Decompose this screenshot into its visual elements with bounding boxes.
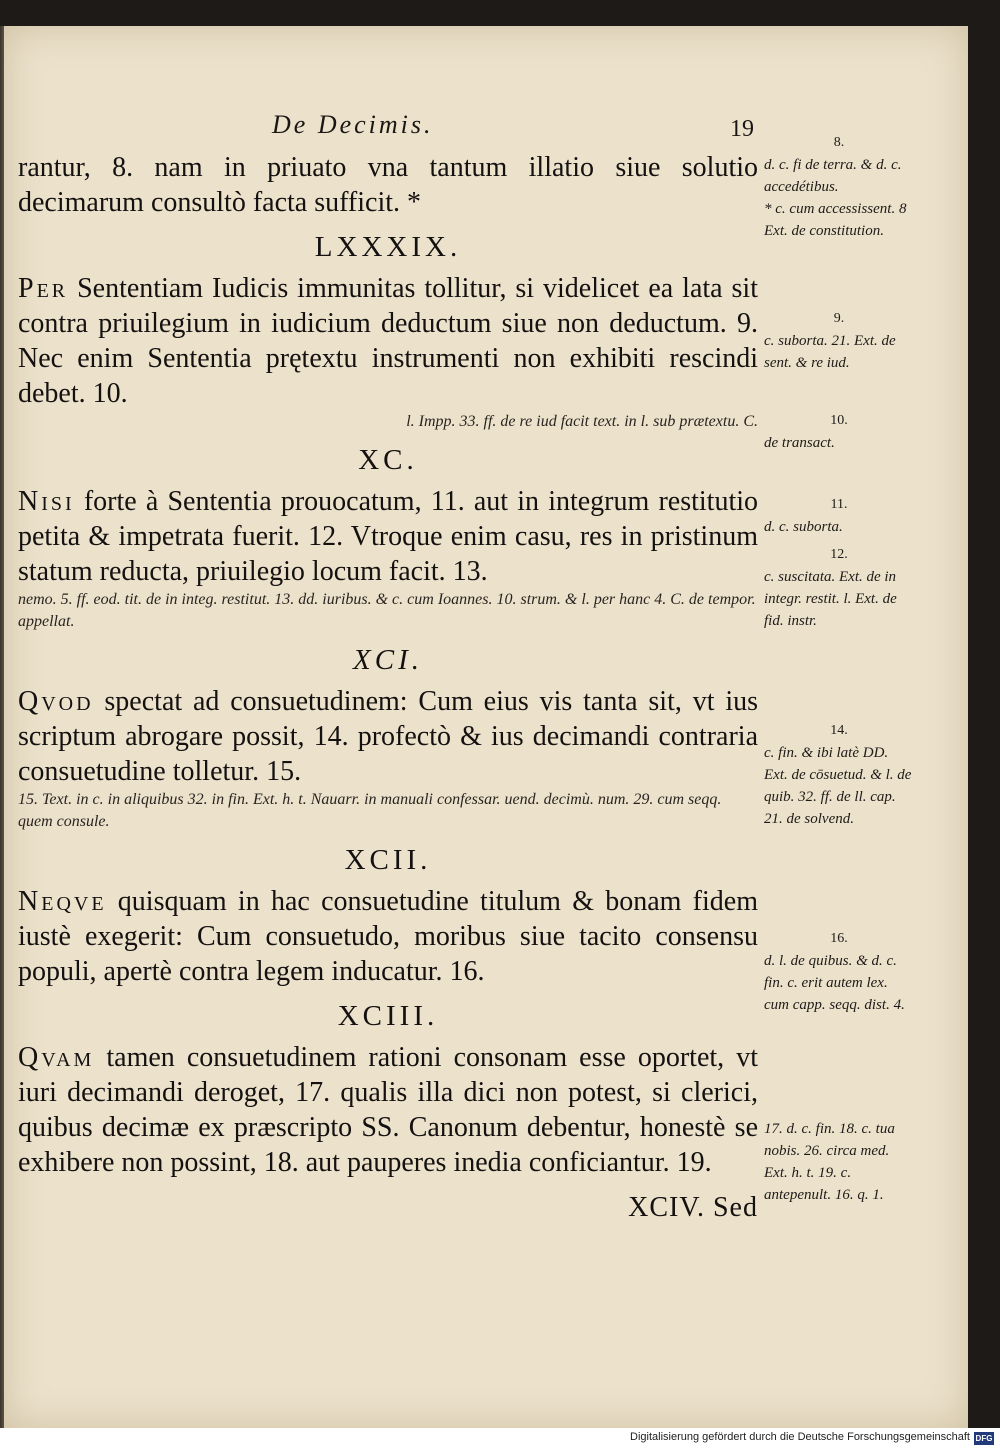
paragraph-90-text: forte à Sententia prouocatum, 11. aut in integrum restitutio petita & impetrata fuerit. 12. Vtroque enim casu, res in pristinum statum reducta, priuilegio locum facit. 13. bbox=[18, 486, 759, 587]
paragraph-91-lead: Qvod bbox=[18, 686, 94, 717]
section-number-90: XC. bbox=[358, 444, 418, 476]
paragraph-90 bbox=[18, 484, 758, 589]
paragraph-90-lead: Nisi bbox=[18, 486, 75, 517]
margin-note-9-number: 9. bbox=[833, 311, 845, 326]
margin-note-14-text: c. fin. & ibi latè DD. Ext. de cōsuetud. & l. de quib. 32. ff. de ll. cap. 21. de solvend. bbox=[764, 745, 912, 827]
margin-note-12-number: 12. bbox=[830, 547, 848, 562]
digitization-credit-bar bbox=[0, 1428, 1000, 1450]
paragraph-89 bbox=[18, 271, 758, 411]
paragraph-92-lead: Neqve bbox=[18, 886, 107, 917]
margin-note-11-number: 11. bbox=[830, 497, 848, 512]
paragraph-91-text: spectat ad consuetudinem: Cum eius vis tanta sit, vt ius scriptum abrogare possit, 14. profectò & ius decimandi contraria consuetudine tolletur. 15. bbox=[18, 686, 758, 787]
margin-note-14 bbox=[764, 720, 914, 830]
footnote-89: l. Impp. 33. ff. de re iud facit text. in l. sub prætextu. C. bbox=[406, 413, 758, 430]
digitization-credit: Digitalisierung gefördert durch die Deutsche Forschungsgemeinschaft bbox=[630, 1431, 970, 1443]
paragraph-92-text: quisquam in hac consuetudine titulum & bonam fidem iustè exegerit: Cum consuetudo, moribus siue tacito consensu populi, apertè contra legem inducatur. 16. bbox=[18, 886, 758, 987]
paragraph-91 bbox=[18, 684, 758, 789]
running-title: De Decimis. bbox=[272, 110, 434, 139]
page-number: 19 bbox=[730, 116, 754, 142]
margin-note-8 bbox=[764, 132, 914, 242]
catchword: XCIV. Sed bbox=[628, 1192, 758, 1223]
margin-note-17-19 bbox=[764, 1118, 914, 1206]
margin-note-8-number: 8. bbox=[833, 135, 845, 150]
paragraph-89-lead: Per bbox=[18, 273, 69, 304]
margin-note-11 bbox=[764, 494, 914, 538]
paragraph-93-lead: Qvam bbox=[18, 1042, 95, 1073]
margin-note-10 bbox=[764, 410, 914, 454]
section-number-92: XCII. bbox=[344, 844, 432, 876]
margin-note-10-number: 10. bbox=[830, 413, 848, 428]
margin-note-16 bbox=[764, 928, 914, 1016]
paragraph-92 bbox=[18, 884, 758, 989]
main-text-column bbox=[18, 150, 758, 1225]
margin-note-8-text: d. c. fi de terra. & d. c. accedétibus. bbox=[764, 157, 902, 195]
section-number-89: LXXXIX. bbox=[314, 231, 462, 263]
margin-note-16-number: 16. bbox=[830, 931, 848, 946]
paragraph-continued: rantur, 8. nam in priuato vna tantum illatio siue solutio decimarum consultò facta sufficit. * bbox=[18, 152, 758, 218]
margin-note-17-19-text: 17. d. c. fin. 18. c. tua nobis. 26. circa med. Ext. h. t. 19. c. antepenult. 16. q. 1. bbox=[764, 1121, 895, 1203]
margin-note-14-number: 14. bbox=[830, 723, 848, 738]
section-number-91: XCI. bbox=[353, 644, 423, 676]
margin-note-star-text: * c. cum accessissent. 8 Ext. de constitution. bbox=[764, 201, 907, 239]
paragraph-93-text: tamen consuetudinem rationi consonam esse oportet, vt iuri decimandi deroget, 17. qualis illa dici non potest, si clerici, quibus decimæ ex præscripto SS. Canonum debentur, honestè se exhibere non possint, 18. aut pauperes inedia conficiantur. 19. bbox=[18, 1042, 759, 1178]
section-number-93: XCIII. bbox=[337, 1000, 439, 1032]
margin-note-16-text: d. l. de quibus. & d. c. fin. c. erit autem lex. cum capp. seqq. dist. 4. bbox=[764, 953, 905, 1013]
paragraph-93 bbox=[18, 1040, 758, 1180]
margin-note-9-text: c. suborta. 21. Ext. de sent. & re iud. bbox=[764, 333, 896, 371]
margin-note-12 bbox=[764, 544, 914, 632]
footnote-90: nemo. 5. ff. eod. tit. de in integ. restitut. 13. dd. iuribus. & c. cum Ioannes. 10. strum. & l. per hanc 4. C. de tempor. appellat. bbox=[18, 591, 756, 630]
margin-note-9 bbox=[764, 308, 914, 374]
margin-note-12-text: c. suscitata. Ext. de in integr. restit. l. Ext. de fid. instr. bbox=[764, 569, 897, 629]
dfg-logo-icon: DFG bbox=[975, 1434, 993, 1443]
margin-note-10-text: de transact. bbox=[764, 435, 835, 451]
footnote-91: 15. Text. in c. in aliquibus 32. in fin. Ext. h. t. Nauarr. in manuali confessar. uend. decimù. num. 29. cum seqq. quem consule. bbox=[18, 791, 722, 830]
margin-note-11-text: d. c. suborta. bbox=[764, 519, 843, 535]
paragraph-89-text: Sententiam Iudicis immunitas tollitur, si videlicet ea lata sit contra priuilegium in iudicium deductum siue non deductum. 9. Nec enim Sententia prętextu instrumenti non exhibiti rescindi debet. 10. bbox=[18, 273, 758, 409]
